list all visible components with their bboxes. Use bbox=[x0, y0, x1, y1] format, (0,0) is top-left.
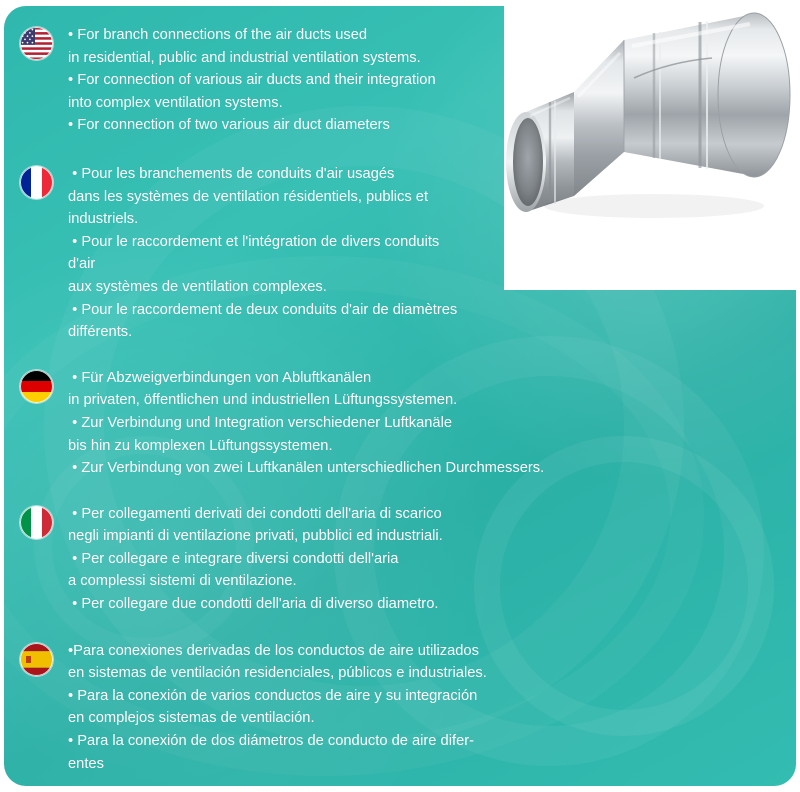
description-line: • Para la conexión de varios conductos de aire y su integración bbox=[68, 687, 478, 704]
description-line: • Per collegamenti derivati dei condotti dell'aria di scarico bbox=[68, 505, 442, 522]
description-line: • Für Abzweigverbindungen von Abluftkanälen bbox=[68, 369, 372, 386]
description-line: • Per collegare e integrare diversi condotti dell'aria bbox=[68, 550, 399, 567]
description-line: entes bbox=[68, 755, 104, 772]
flag-france-icon bbox=[20, 166, 53, 199]
description-line: negli impianti di ventilazione privati, pubblici ed industriali. bbox=[68, 528, 443, 545]
description-line: • For connection of various air ducts and their integration bbox=[68, 72, 436, 89]
description-line: aux systèmes de ventilation complexes. bbox=[68, 278, 327, 295]
description-line: •Para conexiones derivadas de los conductos de aire utilizados bbox=[68, 642, 479, 659]
flag-germany-icon bbox=[20, 370, 53, 403]
description-line: in privaten, öffentlichen und industriellen Lüftungssystemen. bbox=[68, 392, 458, 409]
description-line: into complex ventilation systems. bbox=[68, 94, 283, 111]
description-line: en complejos sistemas de ventilación. bbox=[68, 710, 315, 727]
description-line: • Zur Verbindung und Integration verschiedener Luftkanäle bbox=[68, 414, 453, 431]
description-line: • Pour le raccordement de deux conduits d'air de diamètres bbox=[68, 301, 458, 318]
flag-usa-icon bbox=[20, 27, 53, 60]
description-line: • Zur Verbindung von zwei Luftkanälen unterschiedlichen Durchmessers. bbox=[68, 460, 545, 477]
description-line: • For branch connections of the air ducts used bbox=[68, 27, 368, 43]
description-text-es bbox=[68, 640, 728, 776]
description-line: in residential, public and industrial ventilation systems. bbox=[68, 49, 421, 66]
flag-spain-icon bbox=[20, 643, 53, 676]
description-line: • Para la conexión de dos diámetros de conducto de aire difer- bbox=[68, 733, 475, 750]
description-text-it bbox=[68, 503, 728, 616]
language-block-it bbox=[18, 503, 724, 616]
description-line: dans les systèmes de ventilation résidentiels, publics et bbox=[68, 188, 429, 205]
duct-reducer-image bbox=[504, 0, 800, 290]
product-photo bbox=[504, 0, 800, 290]
description-line: en sistemas de ventilación residenciales, públicos e industriales. bbox=[68, 665, 487, 682]
language-block-es bbox=[18, 640, 724, 776]
description-text-de bbox=[68, 367, 728, 480]
description-line: a complessi sistemi di ventilazione. bbox=[68, 573, 297, 590]
flag-italy-icon bbox=[20, 506, 53, 539]
language-block-de bbox=[18, 367, 724, 480]
description-line: • Per collegare due condotti dell'aria di diverso diametro. bbox=[68, 596, 439, 613]
description-line: industriels. bbox=[68, 211, 139, 228]
description-line: • Pour le raccordement et l'intégration de divers conduits bbox=[68, 233, 440, 250]
description-line: • Pour les branchements de conduits d'air usagés bbox=[68, 165, 395, 182]
description-line: • For connection of two various air duct diameters bbox=[68, 117, 390, 134]
description-line: bis hin zu komplexen Lüftungssystemen. bbox=[68, 437, 333, 454]
description-line: d'air bbox=[68, 256, 96, 273]
description-line: différents. bbox=[68, 324, 133, 341]
